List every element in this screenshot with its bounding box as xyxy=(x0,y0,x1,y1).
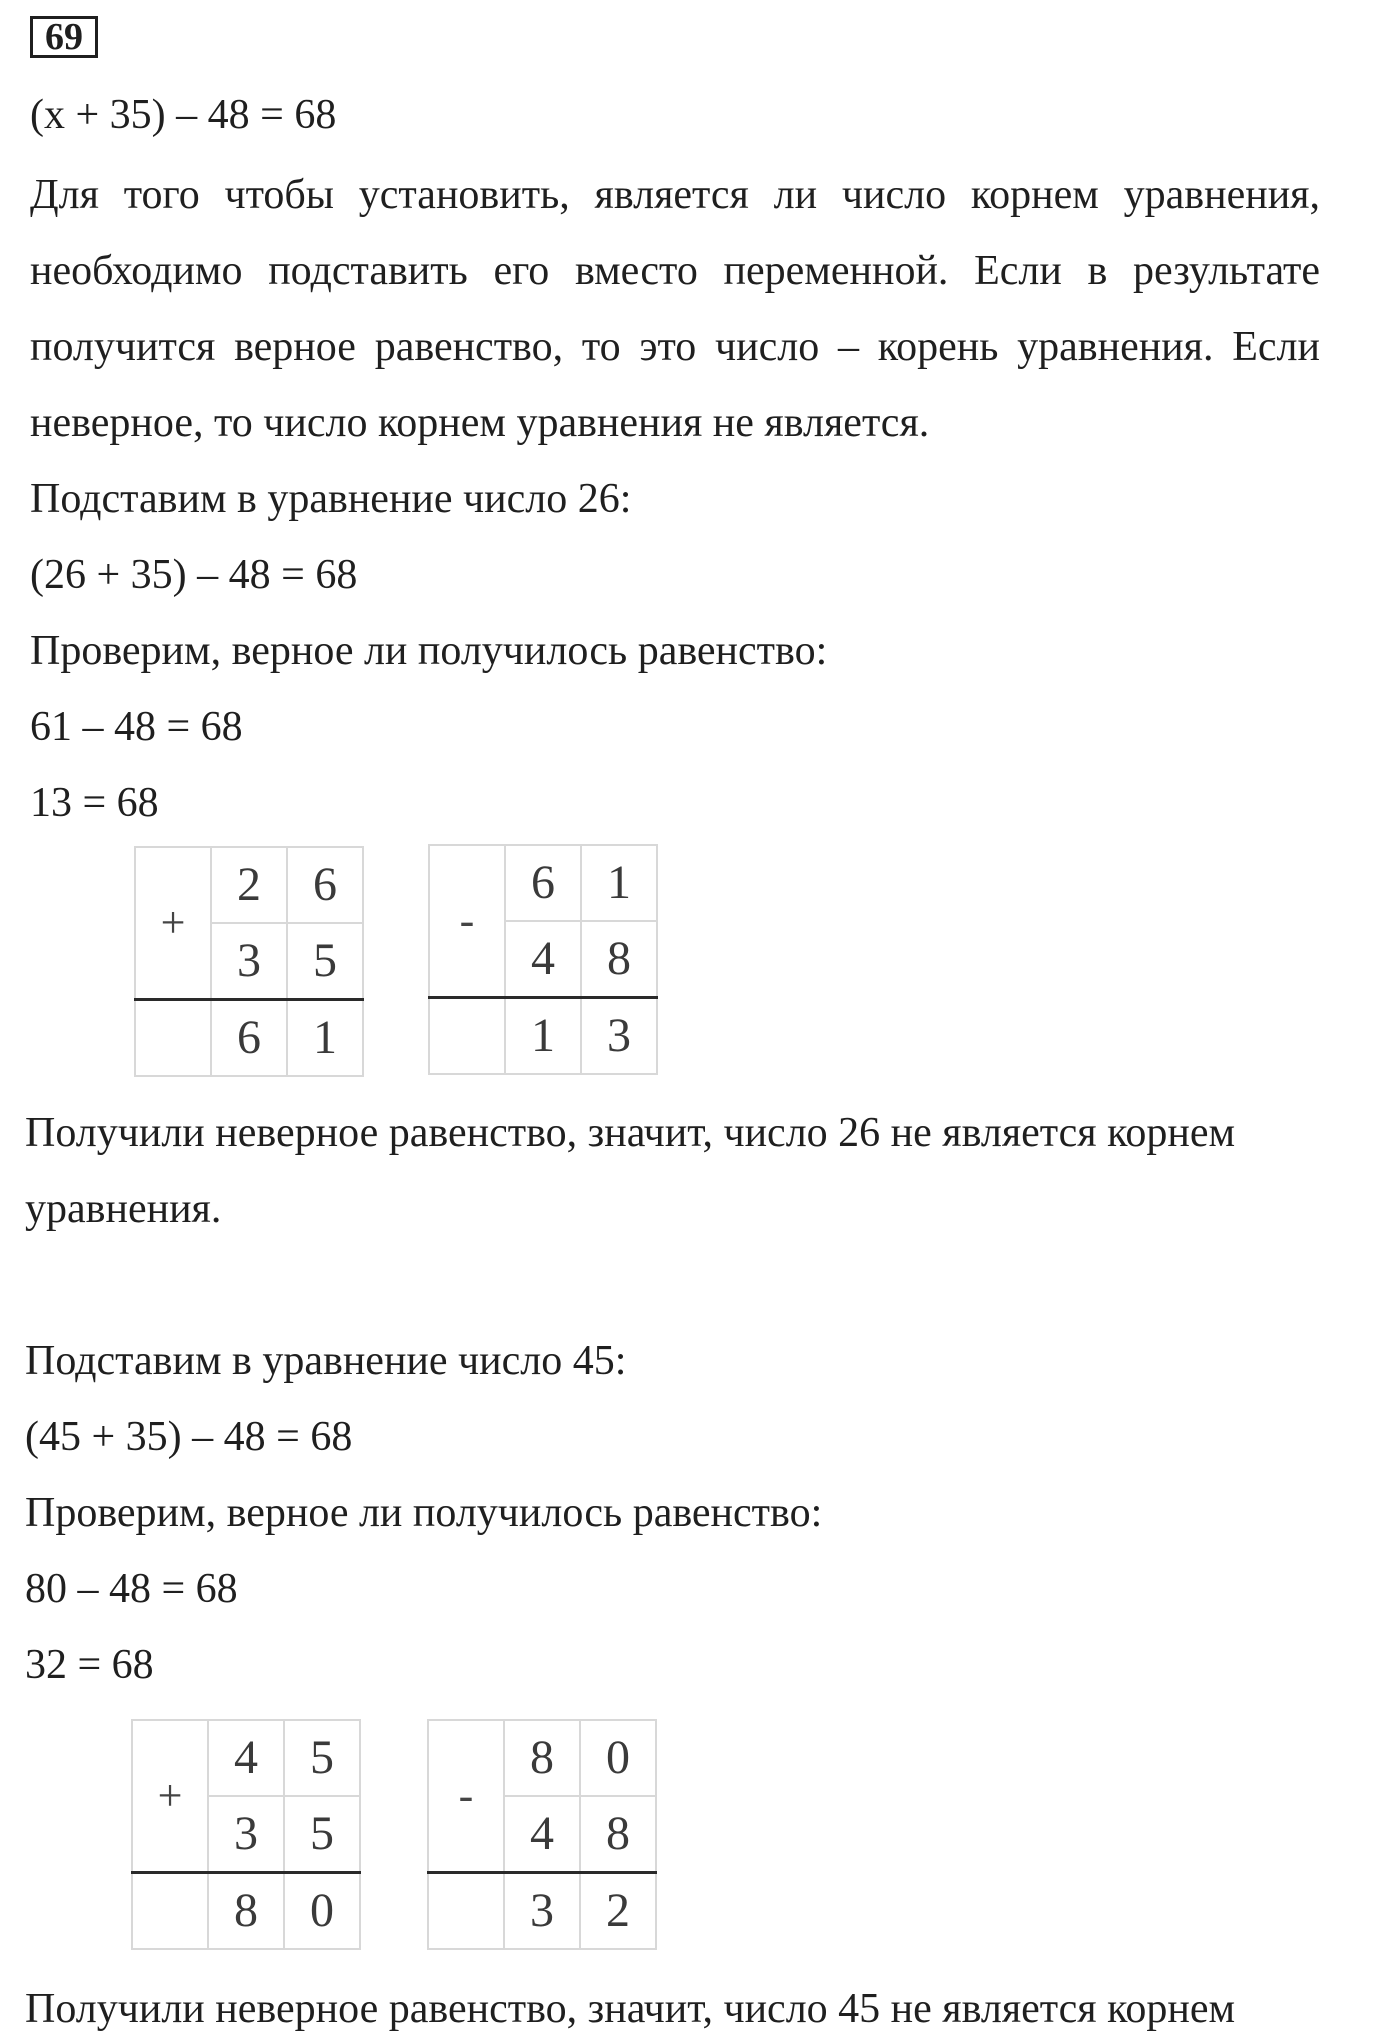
result-digit: 3 xyxy=(581,998,657,1075)
digit: 3 xyxy=(208,1796,284,1873)
digit: 5 xyxy=(284,1720,360,1796)
check-1-substituted: (26 + 35) – 48 = 68 xyxy=(30,552,358,598)
digit: 3 xyxy=(211,923,287,1000)
explanation-line-2: необходимо подставить его вместо переменной. Если в результате xyxy=(30,248,1320,294)
check-1-verify: Проверим, верное ли получилось равенство: xyxy=(30,628,828,674)
check-1-addition-column xyxy=(134,846,364,1077)
result-digit: 1 xyxy=(287,1000,363,1077)
result-digit: 0 xyxy=(284,1873,360,1950)
empty-cell xyxy=(428,1873,504,1950)
digit: 4 xyxy=(504,1796,580,1873)
empty-cell xyxy=(132,1873,208,1950)
result-digit: 2 xyxy=(580,1873,656,1950)
check-2-step-2: 32 = 68 xyxy=(25,1642,154,1688)
digit: 8 xyxy=(504,1720,580,1796)
check-1-conclusion-line-1: Получили неверное равенство, значит, число 26 не является корнем xyxy=(25,1110,1236,1156)
result-digit: 8 xyxy=(208,1873,284,1950)
empty-cell xyxy=(429,998,505,1075)
plus-sign: + xyxy=(132,1720,208,1873)
check-2-intro: Подставим в уравнение число 45: xyxy=(25,1338,627,1384)
digit: 5 xyxy=(284,1796,360,1873)
check-2-substituted: (45 + 35) – 48 = 68 xyxy=(25,1414,353,1460)
digit: 2 xyxy=(211,847,287,923)
check-1-intro: Подставим в уравнение число 26: xyxy=(30,476,632,522)
equation: (x + 35) – 48 = 68 xyxy=(30,92,337,138)
digit: 6 xyxy=(287,847,363,923)
check-2-conclusion-line-1: Получили неверное равенство, значит, число 45 не является корнем xyxy=(25,1986,1236,2032)
minus-sign: - xyxy=(428,1720,504,1873)
digit: 8 xyxy=(581,921,657,998)
result-digit: 1 xyxy=(505,998,581,1075)
digit: 5 xyxy=(287,923,363,1000)
plus-sign: + xyxy=(135,847,211,1000)
check-2-subtraction-column xyxy=(427,1719,657,1950)
digit: 0 xyxy=(580,1720,656,1796)
result-digit: 6 xyxy=(211,1000,287,1077)
check-1-step-1: 61 – 48 = 68 xyxy=(30,704,243,750)
check-1-step-2: 13 = 68 xyxy=(30,780,159,826)
digit: 4 xyxy=(505,921,581,998)
digit: 8 xyxy=(580,1796,656,1873)
check-2-addition-column xyxy=(131,1719,361,1950)
digit: 6 xyxy=(505,845,581,921)
check-1-conclusion-line-2: уравнения. xyxy=(25,1186,222,1232)
explanation-line-1: Для того чтобы установить, является ли число корнем уравнения, xyxy=(30,172,1320,218)
explanation-line-3: получится верное равенство, то это число – корень уравнения. Если xyxy=(30,324,1320,370)
check-2-verify: Проверим, верное ли получилось равенство: xyxy=(25,1490,823,1536)
check-1-subtraction-column xyxy=(428,844,658,1075)
minus-sign: - xyxy=(429,845,505,998)
digit: 4 xyxy=(208,1720,284,1796)
task-number: 69 xyxy=(30,16,98,58)
digit: 1 xyxy=(581,845,657,921)
result-digit: 3 xyxy=(504,1873,580,1950)
check-2-step-1: 80 – 48 = 68 xyxy=(25,1566,238,1612)
empty-cell xyxy=(135,1000,211,1077)
explanation-line-4: неверное, то число корнем уравнения не является. xyxy=(30,400,930,446)
